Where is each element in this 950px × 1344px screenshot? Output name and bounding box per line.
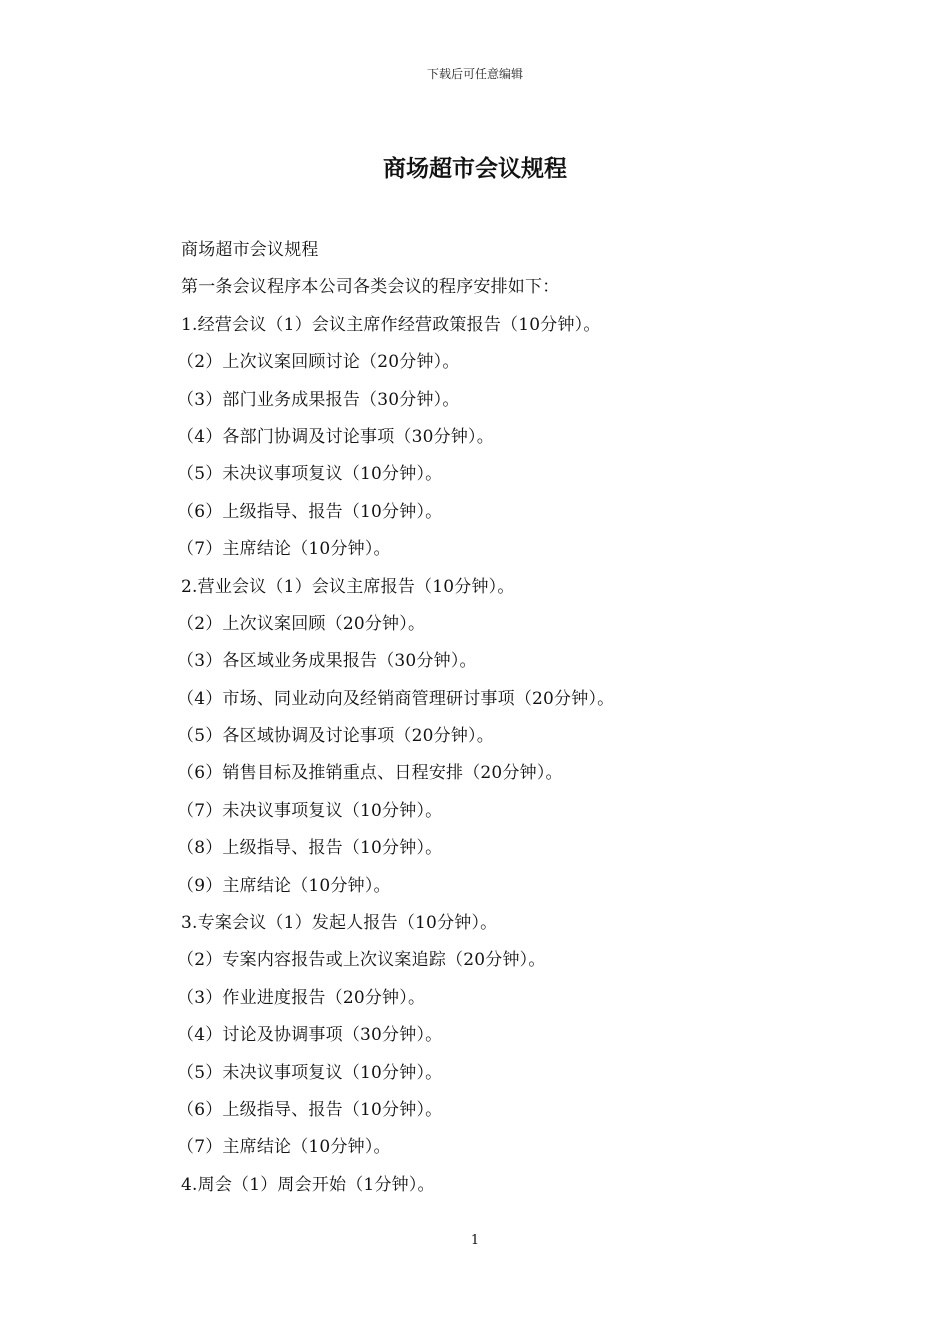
body-line: （3）部门业务成果报告（30分钟）。 (177, 389, 460, 410)
body-line: （7）未决议事项复议（10分钟）。 (177, 800, 443, 821)
body-line: 商场超市会议规程 (181, 240, 319, 260)
body-line: （9）主席结论（10分钟）。 (177, 875, 391, 896)
document-body (177, 232, 781, 1204)
body-line: （4）讨论及协调事项（30分钟）。 (177, 1025, 443, 1046)
body-line: 2.营业会议（1）会议主席报告（10分钟）。 (181, 576, 515, 597)
body-line: 4.周会（1）周会开始（1分钟）。 (181, 1174, 435, 1195)
body-line: （7）主席结论（10分钟）。 (177, 1137, 391, 1158)
document-title: 商场超市会议规程 (383, 156, 567, 182)
body-line: （2）专案内容报告或上次议案追踪（20分钟）。 (177, 950, 546, 971)
body-line: （4）各部门协调及讨论事项（30分钟）。 (177, 426, 494, 447)
body-line: 3.专案会议（1）发起人报告（10分钟）。 (181, 913, 498, 934)
body-line: （5）各区域协调及讨论事项（20分钟）。 (177, 726, 494, 747)
body-line: （8）上级指导、报告（10分钟）。 (177, 838, 443, 859)
body-line: （5）未决议事项复议（10分钟）。 (177, 1062, 443, 1083)
body-line: （2）上次议案回顾讨论（20分钟）。 (177, 352, 460, 373)
body-line: （5）未决议事项复议（10分钟）。 (177, 464, 443, 485)
body-line: 第一条会议程序本公司各类会议的程序安排如下： (181, 277, 560, 298)
body-line: （7）主席结论（10分钟）。 (177, 539, 391, 560)
page-number: 1 (470, 1233, 480, 1248)
page-header: 下载后可任意编辑 (426, 67, 523, 81)
body-line: （3）作业进度报告（20分钟）。 (177, 987, 426, 1008)
body-line: （2）上次议案回顾（20分钟）。 (177, 613, 426, 634)
body-line: （6）上级指导、报告（10分钟）。 (177, 1099, 443, 1120)
body-line: 1.经营会议（1）会议主席作经营政策报告（10分钟）。 (181, 314, 601, 335)
body-line: （6）上级指导、报告（10分钟）。 (177, 501, 443, 522)
body-line: （6）销售目标及推销重点、日程安排（20分钟）。 (177, 763, 563, 784)
body-line: （4）市场、同业动向及经销商管理研讨事项（20分钟）。 (177, 688, 615, 709)
body-line: （3）各区域业务成果报告（30分钟）。 (177, 651, 477, 672)
